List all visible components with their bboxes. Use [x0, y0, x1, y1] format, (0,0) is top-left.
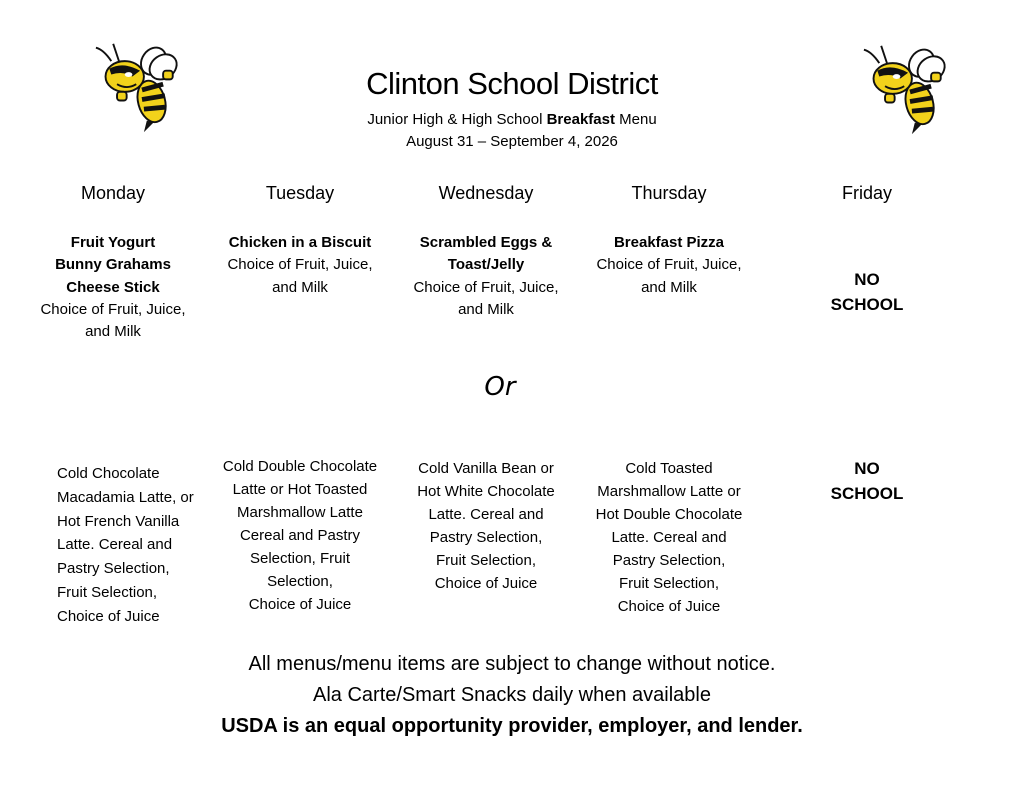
no-school-text: SCHOOL	[830, 484, 904, 503]
alt-menu-thursday	[581, 457, 757, 618]
no-school-text: NO	[854, 459, 880, 478]
alt-menu-line: Choice of Juice	[434, 575, 538, 592]
menu-item: Cheese Stick	[66, 278, 160, 296]
breakfast-monday	[25, 232, 201, 343]
menu-item: Chicken in a Biscuit	[228, 234, 372, 251]
subtitle-suffix: Menu	[614, 111, 657, 128]
alt-menu-line: Fruit Selection,	[57, 583, 158, 601]
menu-choice: Choice of Fruit, Juice,	[227, 256, 373, 274]
menu-item: Fruit Yogurt	[70, 234, 156, 251]
day-wednesday: Wednesday	[438, 183, 534, 203]
page-title: Clinton School District	[366, 66, 658, 101]
breakfast-thursday	[581, 232, 757, 299]
alt-menu-line: Cold Vanilla Bean or	[418, 460, 554, 477]
alt-menu-line: Pastry Selection,	[612, 552, 726, 569]
alt-menu-line: Pastry Selection,	[57, 560, 170, 578]
menu-choice: Choice of Fruit, Juice,	[596, 256, 742, 274]
menu-choice: and Milk	[85, 323, 141, 341]
menu-item: Breakfast Pizza	[613, 234, 725, 251]
alt-menu-line: Selection, Fruit	[249, 550, 351, 567]
menu-dates: August 31 – September 4, 2026	[406, 133, 618, 150]
menu-item: Scrambled Eggs &	[419, 234, 553, 251]
breakfast-tuesday	[212, 232, 388, 299]
alt-menu-line: Latte or Hot Toasted	[232, 481, 368, 498]
subtitle-bold: Breakfast	[546, 111, 615, 128]
menu-choice: Choice of Fruit, Juice,	[40, 300, 186, 318]
alt-menu-line: Latte. Cereal and	[57, 536, 173, 554]
alt-menu-tuesday	[212, 455, 388, 616]
alt-menu-line: Fruit Selection,	[435, 552, 537, 569]
alt-no-school-friday	[779, 456, 955, 506]
no-school-text: SCHOOL	[830, 295, 904, 314]
alt-menu-line: Hot French Vanilla	[57, 512, 180, 530]
day-thursday: Thursday	[631, 183, 707, 203]
menu-choice: and Milk	[458, 300, 514, 318]
menu-choice: and Milk	[272, 278, 328, 296]
alt-menu-line: Cold Double Chocolate	[222, 458, 378, 475]
alt-menu-wednesday	[398, 457, 574, 595]
alt-menu-line: Hot Double Chocolate	[595, 506, 743, 523]
alt-menu-line: Pastry Selection,	[429, 529, 543, 546]
day-friday: Friday	[841, 183, 892, 203]
alt-menu-line: Macadamia Latte, or	[57, 488, 194, 506]
menu-item: Toast/Jelly	[447, 256, 525, 274]
alt-menu-line: Latte. Cereal and	[428, 506, 544, 523]
alt-menu-line: Choice of Juice	[617, 598, 721, 615]
or-divider: Or	[484, 372, 516, 402]
alt-menu-line: Hot White Chocolate	[417, 483, 555, 500]
alt-menu-line: Latte. Cereal and	[611, 529, 727, 546]
alt-menu-line: Selection,	[267, 573, 333, 590]
footer-snacks: Ala Carte/Smart Snacks daily when available	[313, 684, 711, 706]
footer-notice: All menus/menu items are subject to change without notice.	[248, 653, 776, 675]
menu-subtitle	[0, 111, 1024, 128]
menu-choice: and Milk	[641, 278, 697, 296]
alt-menu-line: Cereal and Pastry	[239, 527, 361, 544]
no-school-friday	[779, 267, 955, 317]
footer-usda: USDA is an equal opportunity provider, employer, and lender.	[221, 715, 803, 737]
breakfast-wednesday	[398, 232, 574, 321]
alt-menu-monday	[25, 462, 227, 629]
alt-menu-line: Choice of Juice	[57, 607, 160, 625]
no-school-text: NO	[854, 270, 880, 289]
alt-menu-line: Choice of Juice	[248, 596, 352, 613]
alt-menu-line: Marshmallow Latte or	[597, 483, 741, 500]
alt-menu-line: Cold Chocolate	[57, 465, 160, 482]
menu-choice: Choice of Fruit, Juice,	[413, 278, 559, 296]
subtitle-prefix: Junior High & High School	[367, 111, 547, 128]
day-tuesday: Tuesday	[265, 183, 335, 203]
alt-menu-line: Marshmallow Latte	[237, 504, 363, 521]
alt-menu-line: Fruit Selection,	[618, 575, 720, 592]
day-monday: Monday	[80, 183, 146, 203]
alt-menu-line: Cold Toasted	[625, 460, 713, 477]
menu-item: Bunny Grahams	[55, 256, 171, 274]
